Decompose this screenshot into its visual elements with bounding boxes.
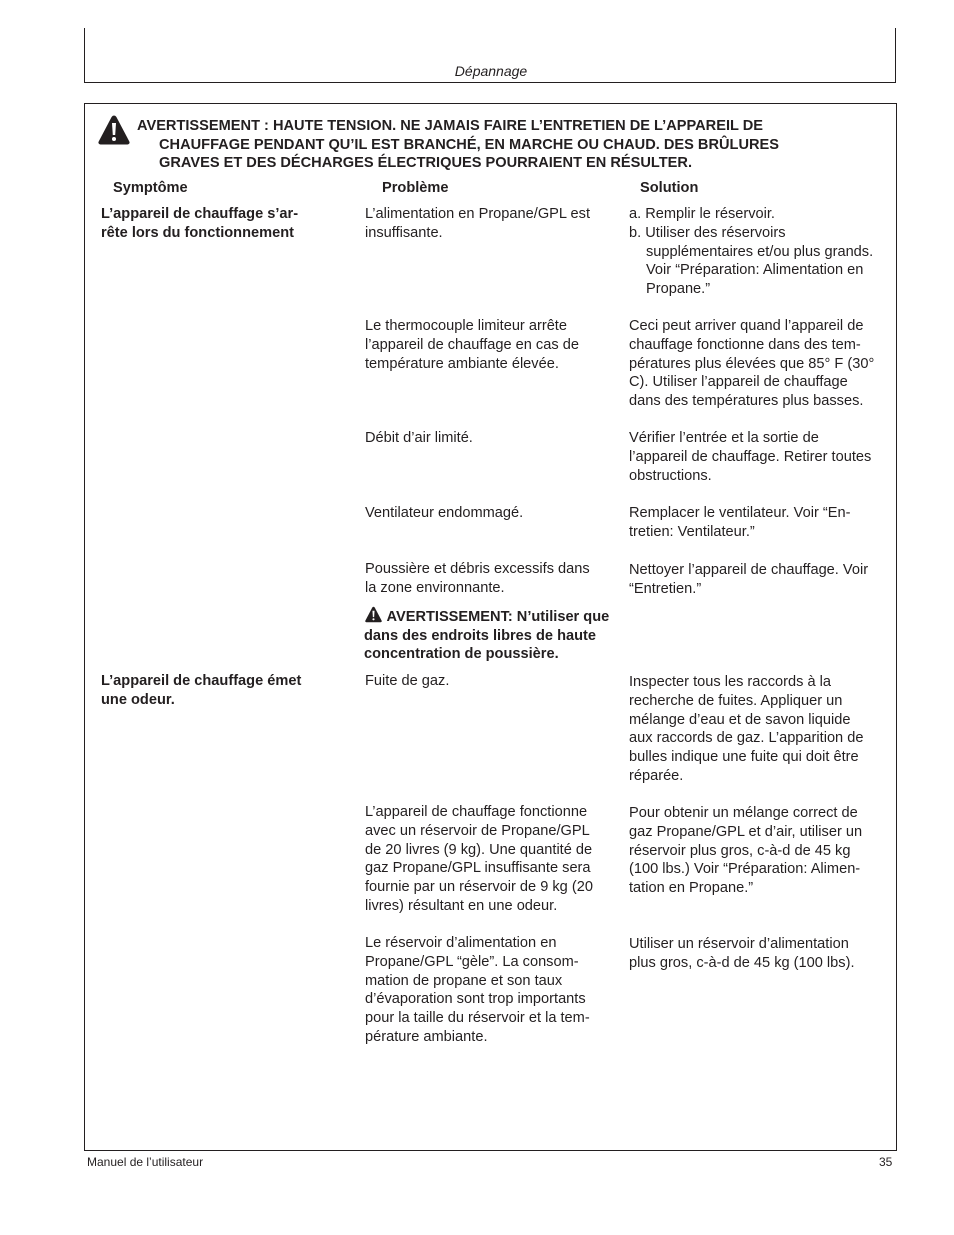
dust-warning-line: AVERTISSEMENT: N’utiliser que [386, 609, 610, 625]
high-voltage-warning [137, 117, 877, 173]
dust-warning-line: concentration de poussière. [364, 646, 559, 662]
solution-cell: a. Remplir le réservoir. b. Utiliser des réservoirs supplémentaires et/ou plus grands. Voir “Préparation: Alimentation en Propane.” [629, 206, 874, 298]
solution-cell: Utiliser un réservoir d’alimentation plus gros, c-à-d de 45 kg (100 lbs). [629, 936, 855, 971]
warning-triangle-icon [97, 114, 131, 146]
warning-line: GRAVES ET DES DÉCHARGES ÉLECTRIQUES POURRAIENT EN RÉSULTER. [159, 155, 692, 171]
footer-manual-title: Manuel de l’utilisateur [87, 1155, 204, 1169]
solution-cell: Nettoyer l’appareil de chauffage. Voir “Entretien.” [629, 562, 869, 597]
dust-warning-line: dans des endroits libres de haute [364, 627, 596, 644]
warning-line: CHAUFFAGE PENDANT QU’IL EST BRANCHÉ, EN MARCHE OU CHAUD. DES BRÛLURES [159, 136, 779, 153]
dust-warning [364, 606, 630, 664]
column-header-solution: Solution [640, 180, 699, 196]
section-title: Dépannage [454, 63, 528, 79]
problem-cell: L’appareil de chauffage fonctionne avec un réservoir de Propane/GPL de 20 livres (9 kg). Une quantité de gaz Propane/GPL insuffisante sera fournie par un réservoir de 9 kg (20 livres) résultant en une odeur. [365, 804, 593, 914]
warning-triangle-icon [364, 606, 383, 623]
problem-cell: Le thermocouple limiteur arrête l’appareil de chauffage en cas de température ambiante élevée. [365, 318, 579, 372]
problem-cell: L’alimentation en Propane/GPL est insuffisante. [365, 206, 590, 241]
page-header-frame [84, 28, 896, 83]
solution-cell: Remplacer le ventilateur. Voir “En- tretien: Ventilateur.” [629, 505, 851, 540]
symptom-cell: L’appareil de chauffage émet une odeur. [101, 673, 302, 708]
solution-cell: Pour obtenir un mélange correct de gaz Propane/GPL et d’air, utiliser un réservoir plus gros, c-à-d de 45 kg (100 lbs.) Voir “Préparation: Alimen- tation en Propane.” [629, 805, 863, 897]
problem-cell: Poussière et débris excessifs dans la zone environnante. [365, 561, 590, 596]
solution-cell: Inspecter tous les raccords à la recherche de fuites. Appliquer un mélange d’eau et de savon liquide aux raccords de gaz. L’apparition de bulles indique une fuite qui doit être réparée. [629, 674, 864, 784]
problem-cell: Fuite de gaz. [365, 673, 450, 689]
problem-cell: Ventilateur endommagé. [365, 505, 524, 521]
warning-line: AVERTISSEMENT : HAUTE TENSION. NE JAMAIS FAIRE L’ENTRETIEN DE L’APPAREIL DE [137, 118, 763, 134]
solution-cell: Ceci peut arriver quand l’appareil de chauffage fonctionne dans des tem- pératures plus élevées que 85° F (30° C). Utiliser l’appareil de chauffage dans des températures plus basses. [629, 318, 875, 410]
problem-cell: Débit d’air limité. [365, 430, 473, 446]
page-number: 35 [879, 1155, 893, 1169]
column-header-symptom: Symptôme [113, 180, 188, 196]
solution-cell: Vérifier l’entrée et la sortie de l’appareil de chauffage. Retirer toutes obstructions. [629, 430, 872, 484]
column-header-problem: Problème [382, 180, 449, 196]
symptom-cell: L’appareil de chauffage s’ar- rête lors du fonctionnement [101, 206, 299, 241]
problem-cell: Le réservoir d’alimentation en Propane/GPL “gèle”. La consom- mation de propane et son taux d’évaporation sont trop importants pour la taille du réservoir et la tem- pérature ambiante. [365, 935, 590, 1045]
